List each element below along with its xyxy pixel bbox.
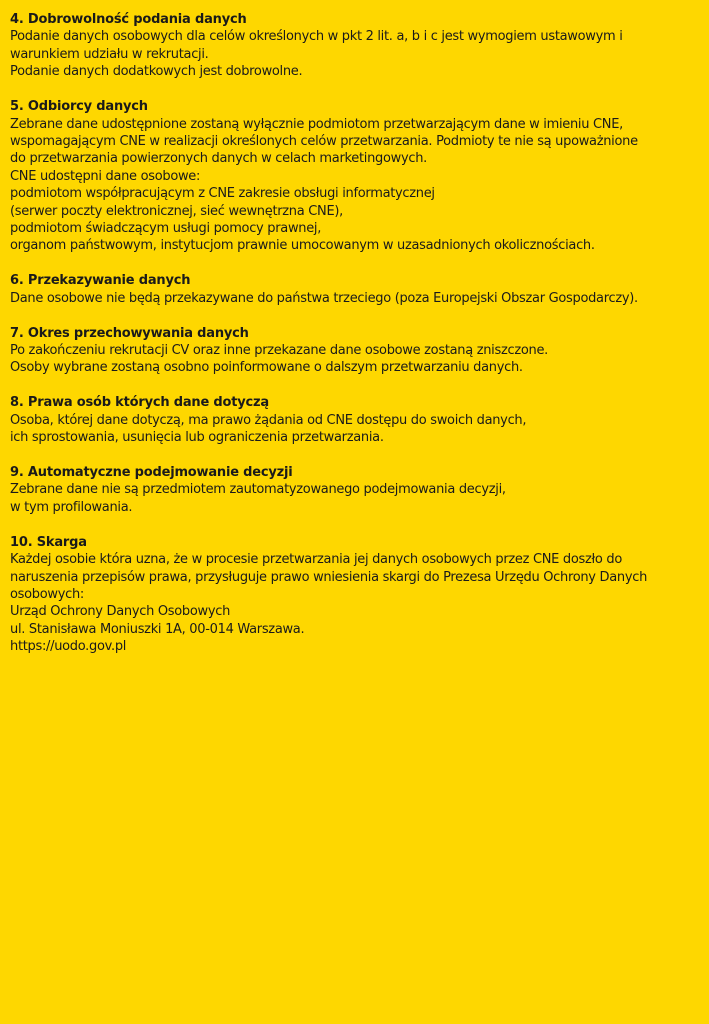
section-heading: 7. Okres przechowywania danych <box>10 325 249 341</box>
section-data-voluntariness <box>10 11 699 81</box>
section-text-line: naruszenia przepisów prawa, przysługuje prawo wniesienia skargi do Prezesa Urzędu Ochrony Danych <box>10 569 648 585</box>
section-text-line: warunkiem udziału w rekrutacji. <box>10 46 209 62</box>
section-text-line: Po zakończeniu rekrutacji CV oraz inne przekazane dane osobowe zostaną zniszczone. <box>10 343 548 358</box>
section-text-line: Podanie danych osobowych dla celów określonych w pkt 2 lit. a, b i c jest wymogiem ustawowym i <box>10 29 623 45</box>
section-text-line: Urząd Ochrony Danych Osobowych <box>10 604 231 620</box>
section-heading: 5. Odbiorcy danych <box>10 99 148 115</box>
section-heading: 10. Skarga <box>10 534 87 550</box>
section-text-line: wspomagającym CNE w realizacji określonych celów przetwarzania. Podmioty te nie są upoważnione <box>10 133 638 149</box>
section-text-line: Zebrane dane udostępnione zostaną wyłącznie podmiotom przetwarzającym dane w imieniu CNE, <box>10 116 623 132</box>
section-text-line: w tym profilowania. <box>10 499 133 515</box>
section-text-line: ul. Stanisława Moniuszki 1A, 00-014 Warszawa. <box>10 621 305 637</box>
section-automated-decisions <box>10 464 699 516</box>
uodo-website-link[interactable]: https://uodo.gov.pl <box>10 639 127 655</box>
section-text-line: Każdej osobie która uzna, że w procesie przetwarzania jej danych osobowych przez CNE doszło do <box>10 552 623 568</box>
section-text-line: osobowych: <box>10 586 84 602</box>
section-complaint <box>10 534 699 656</box>
section-text-line: Podanie danych dodatkowych jest dobrowolne. <box>10 64 303 80</box>
section-data-subject-rights <box>10 394 699 446</box>
section-text-line: Zebrane dane nie są przedmiotem zautomatyzowanego podejmowania decyzji, <box>10 482 506 498</box>
section-heading: 9. Automatyczne podejmowanie decyzji <box>10 465 293 481</box>
section-data-transfer <box>10 272 699 307</box>
section-text-line: Osoby wybrane zostaną osobno poinformowane o dalszym przetwarzaniu danych. <box>10 360 523 376</box>
section-heading: 4. Dobrowolność podania danych <box>10 12 247 27</box>
section-text-line: do przetwarzania powierzonych danych w celach marketingowych. <box>10 151 427 167</box>
section-text-line: (serwer poczty elektronicznej, sieć wewnętrzna CNE), <box>10 203 343 219</box>
section-text-line: ich sprostowania, usunięcia lub ograniczenia przetwarzania. <box>10 430 384 446</box>
section-data-recipients <box>10 98 699 255</box>
section-retention-period <box>10 325 699 377</box>
section-text-line: podmiotom świadczącym usługi pomocy prawnej, <box>10 220 322 236</box>
section-text-line: podmiotom współpracującym z CNE zakresie obsługi informatycznej <box>10 186 435 202</box>
section-text-line: Osoba, której dane dotyczą, ma prawo żądania od CNE dostępu do swoich danych, <box>10 412 527 428</box>
section-text-line: CNE udostępni dane osobowe: <box>10 168 201 184</box>
section-text-line: organom państwowym, instytucjom prawnie umocowanym w uzasadnionych okolicznościach. <box>10 238 595 254</box>
section-text-line: Dane osobowe nie będą przekazywane do państwa trzeciego (poza Europejski Obszar Gospodarczy). <box>10 290 638 306</box>
section-heading: 6. Przekazywanie danych <box>10 273 191 289</box>
section-heading: 8. Prawa osób których dane dotyczą <box>10 395 269 411</box>
